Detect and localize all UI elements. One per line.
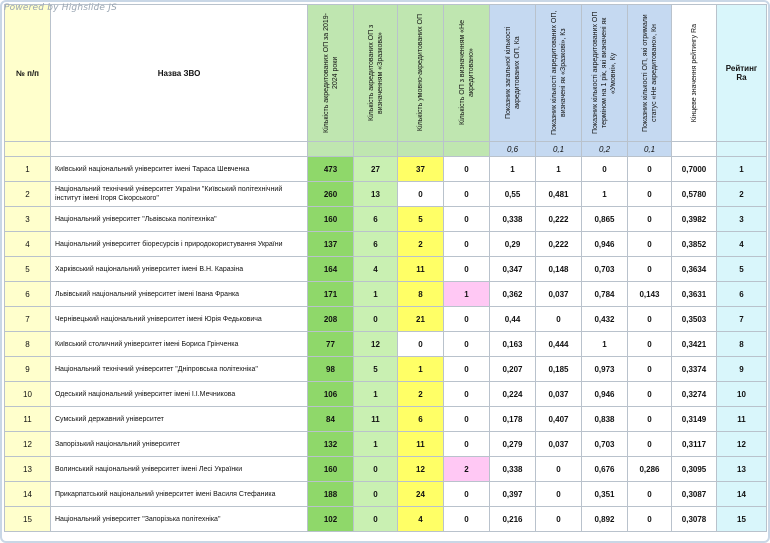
cell-name: Запорізький національний університет — [51, 432, 308, 457]
cell-ky: 0,973 — [582, 357, 628, 382]
cell-kn: 0,143 — [628, 282, 672, 307]
cell-name: Київський національний університет імені Тараса Шевченка — [51, 157, 308, 182]
cell-rank: 10 — [717, 382, 767, 407]
cell-kn: 0 — [628, 307, 672, 332]
cell-ka: 0,338 — [490, 457, 536, 482]
cell-rank: 8 — [717, 332, 767, 357]
cell-ka: 1 — [490, 157, 536, 182]
cell-exemplary: 13 — [354, 182, 398, 207]
header-kz: Показник кількості акредитованих ОП, визначені як «Зразкові», Кз — [536, 5, 582, 142]
header-kn: Показник кількості ОП, які отримали статус «Не акредитовано», Кн — [628, 5, 672, 142]
cell-name: Національний університет "Львівська політехніка" — [51, 207, 308, 232]
header-ky: Показник кількості акредитованих ОП терміном на 1 рік, які визначені як «Умовні», Ку — [582, 5, 628, 142]
cell-ra-value: 0,3503 — [672, 307, 717, 332]
cell-ra-value: 0,3421 — [672, 332, 717, 357]
cell-ka: 0,224 — [490, 382, 536, 407]
cell-name: Національний університет біоресурсів і природокористування України — [51, 232, 308, 257]
cell-conditional: 24 — [398, 482, 444, 507]
cell-exemplary: 1 — [354, 432, 398, 457]
cell-conditional: 8 — [398, 282, 444, 307]
cell-exemplary: 0 — [354, 307, 398, 332]
cell-ka: 0,338 — [490, 207, 536, 232]
cell-not-accredited: 0 — [444, 382, 490, 407]
cell-name: Національний технічний університет України "Київський політехнічний інститут імені Ігоря Сікорського" — [51, 182, 308, 207]
cell-conditional: 11 — [398, 257, 444, 282]
cell-ra-value: 0,3095 — [672, 457, 717, 482]
cell-kz: 0,037 — [536, 382, 582, 407]
cell-kz: 0,037 — [536, 432, 582, 457]
cell-programs-total: 102 — [308, 507, 354, 532]
cell-not-accredited: 1 — [444, 282, 490, 307]
table-row — [5, 157, 767, 182]
cell-programs-total: 260 — [308, 182, 354, 207]
table-row — [5, 232, 767, 257]
cell-programs-total: 473 — [308, 157, 354, 182]
table-row — [5, 282, 767, 307]
cell-exemplary: 0 — [354, 457, 398, 482]
weight-kz: 0,1 — [536, 142, 582, 157]
cell-ra-value: 0,3982 — [672, 207, 717, 232]
cell-conditional: 1 — [398, 357, 444, 382]
cell-name: Волинський національний університет імені Лесі Українки — [51, 457, 308, 482]
table-row — [5, 407, 767, 432]
cell-ka: 0,347 — [490, 257, 536, 282]
cell-kn: 0 — [628, 357, 672, 382]
cell-kn: 0 — [628, 382, 672, 407]
cell-name: Київський столичний університет імені Бориса Грінченка — [51, 332, 308, 357]
cell-ka: 0,279 — [490, 432, 536, 457]
cell-ra-value: 0,3631 — [672, 282, 717, 307]
cell-ky: 0,838 — [582, 407, 628, 432]
cell-rank: 1 — [717, 157, 767, 182]
cell-ra-value: 0,3274 — [672, 382, 717, 407]
cell-name: Національний технічний університет "Дніпровська політехніка" — [51, 357, 308, 382]
cell-not-accredited: 0 — [444, 407, 490, 432]
cell-ka: 0,29 — [490, 232, 536, 257]
cell-programs-total: 160 — [308, 457, 354, 482]
cell-ka: 0,178 — [490, 407, 536, 432]
cell-kz: 0,222 — [536, 207, 582, 232]
cell-exemplary: 1 — [354, 282, 398, 307]
cell-id: 4 — [5, 232, 51, 257]
cell-kn: 0 — [628, 507, 672, 532]
cell-ky: 0,676 — [582, 457, 628, 482]
cell-rank: 2 — [717, 182, 767, 207]
cell-rank: 15 — [717, 507, 767, 532]
cell-not-accredited: 0 — [444, 182, 490, 207]
cell-exemplary: 0 — [354, 507, 398, 532]
table-row — [5, 257, 767, 282]
cell-ka: 0,397 — [490, 482, 536, 507]
header-conditional: Кількість умовно-акредитованих ОП — [398, 5, 444, 142]
header-ra-value: Кінцеве значення рейтингу Ra — [672, 5, 717, 142]
cell-kz: 0 — [536, 307, 582, 332]
header-exemplary: Кількість акредитованих ОП з визначенням «Зразкова» — [354, 5, 398, 142]
cell-ky: 1 — [582, 182, 628, 207]
cell-ka: 0,163 — [490, 332, 536, 357]
cell-kz: 1 — [536, 157, 582, 182]
cell-not-accredited: 0 — [444, 357, 490, 382]
cell-rank: 4 — [717, 232, 767, 257]
weight-ky: 0,2 — [582, 142, 628, 157]
cell-conditional: 6 — [398, 407, 444, 432]
cell-kn: 0 — [628, 232, 672, 257]
cell-kn: 0 — [628, 182, 672, 207]
cell-id: 3 — [5, 207, 51, 232]
table-row — [5, 357, 767, 382]
cell-exemplary: 4 — [354, 257, 398, 282]
cell-ky: 0,351 — [582, 482, 628, 507]
cell-ka: 0,55 — [490, 182, 536, 207]
cell-ky: 0,703 — [582, 432, 628, 457]
cell-ka: 0,216 — [490, 507, 536, 532]
cell-id: 7 — [5, 307, 51, 332]
cell-ka: 0,44 — [490, 307, 536, 332]
cell-ky: 0,703 — [582, 257, 628, 282]
cell-name: Одеський національний університет імені І.І.Мечникова — [51, 382, 308, 407]
cell-ky: 0,892 — [582, 507, 628, 532]
cell-ra-value: 0,5780 — [672, 182, 717, 207]
cell-not-accredited: 0 — [444, 207, 490, 232]
cell-exemplary: 6 — [354, 232, 398, 257]
table-row — [5, 332, 767, 357]
cell-kz: 0,481 — [536, 182, 582, 207]
cell-exemplary: 12 — [354, 332, 398, 357]
cell-ky: 0,432 — [582, 307, 628, 332]
cell-exemplary: 11 — [354, 407, 398, 432]
table-row — [5, 507, 767, 532]
cell-ra-value: 0,3117 — [672, 432, 717, 457]
cell-kn: 0 — [628, 432, 672, 457]
cell-programs-total: 164 — [308, 257, 354, 282]
cell-kn: 0 — [628, 332, 672, 357]
cell-ra-value: 0,3852 — [672, 232, 717, 257]
cell-id: 13 — [5, 457, 51, 482]
cell-not-accredited: 0 — [444, 482, 490, 507]
cell-name: Чернівецький національний університет імені Юрія Федьковича — [51, 307, 308, 332]
cell-not-accredited: 0 — [444, 232, 490, 257]
cell-programs-total: 171 — [308, 282, 354, 307]
header-not-accredited: Кількість ОП з визначенням «Не акредитовано» — [444, 5, 490, 142]
cell-rank: 6 — [717, 282, 767, 307]
cell-id: 2 — [5, 182, 51, 207]
cell-exemplary: 1 — [354, 382, 398, 407]
table-row — [5, 207, 767, 232]
cell-ky: 0,865 — [582, 207, 628, 232]
cell-kn: 0,286 — [628, 457, 672, 482]
cell-id: 6 — [5, 282, 51, 307]
cell-conditional: 0 — [398, 332, 444, 357]
cell-ra-value: 0,3374 — [672, 357, 717, 382]
header-ka: Показник загальної кількості акредитованих ОП, Ка — [490, 5, 536, 142]
cell-id: 15 — [5, 507, 51, 532]
rating-table — [4, 4, 767, 532]
cell-programs-total: 132 — [308, 432, 354, 457]
cell-id: 8 — [5, 332, 51, 357]
cell-kn: 0 — [628, 207, 672, 232]
cell-conditional: 4 — [398, 507, 444, 532]
cell-ky: 0,784 — [582, 282, 628, 307]
weights-row — [5, 142, 767, 157]
table-body — [5, 157, 767, 532]
cell-name: Львівський національний університет імені Івана Франка — [51, 282, 308, 307]
cell-ra-value: 0,7000 — [672, 157, 717, 182]
cell-exemplary: 0 — [354, 482, 398, 507]
cell-id: 14 — [5, 482, 51, 507]
cell-id: 5 — [5, 257, 51, 282]
header-name: Назва ЗВО — [51, 5, 308, 142]
cell-id: 9 — [5, 357, 51, 382]
cell-ra-value: 0,3149 — [672, 407, 717, 432]
cell-rank: 9 — [717, 357, 767, 382]
cell-not-accredited: 0 — [444, 307, 490, 332]
cell-programs-total: 137 — [308, 232, 354, 257]
cell-conditional: 12 — [398, 457, 444, 482]
cell-name: Сумський державний університет — [51, 407, 308, 432]
cell-kz: 0 — [536, 482, 582, 507]
cell-kz: 0,185 — [536, 357, 582, 382]
table-row — [5, 307, 767, 332]
cell-ka: 0,207 — [490, 357, 536, 382]
cell-rank: 11 — [717, 407, 767, 432]
cell-name: Харківський національний університет імені В.Н. Каразіна — [51, 257, 308, 282]
cell-not-accredited: 0 — [444, 332, 490, 357]
table-row — [5, 457, 767, 482]
cell-name: Прикарпатський національний університет імені Василя Стефаника — [51, 482, 308, 507]
cell-exemplary: 27 — [354, 157, 398, 182]
cell-programs-total: 84 — [308, 407, 354, 432]
cell-conditional: 0 — [398, 182, 444, 207]
cell-kz: 0,444 — [536, 332, 582, 357]
cell-exemplary: 6 — [354, 207, 398, 232]
cell-name: Національний університет "Запорізька політехніка" — [51, 507, 308, 532]
cell-ky: 0 — [582, 157, 628, 182]
cell-not-accredited: 2 — [444, 457, 490, 482]
cell-rank: 14 — [717, 482, 767, 507]
weight-kn: 0,1 — [628, 142, 672, 157]
cell-conditional: 21 — [398, 307, 444, 332]
cell-programs-total: 77 — [308, 332, 354, 357]
header-row — [5, 5, 767, 142]
table-row — [5, 382, 767, 407]
cell-kz: 0,222 — [536, 232, 582, 257]
cell-rank: 7 — [717, 307, 767, 332]
cell-kz: 0,407 — [536, 407, 582, 432]
cell-ka: 0,362 — [490, 282, 536, 307]
cell-programs-total: 106 — [308, 382, 354, 407]
cell-programs-total: 208 — [308, 307, 354, 332]
cell-programs-total: 160 — [308, 207, 354, 232]
cell-not-accredited: 0 — [444, 432, 490, 457]
cell-ra-value: 0,3087 — [672, 482, 717, 507]
cell-not-accredited: 0 — [444, 157, 490, 182]
cell-kz: 0,148 — [536, 257, 582, 282]
header-id: № п/п — [5, 5, 51, 142]
table-row — [5, 182, 767, 207]
cell-rank: 13 — [717, 457, 767, 482]
cell-rank: 5 — [717, 257, 767, 282]
cell-kz: 0,037 — [536, 282, 582, 307]
cell-programs-total: 188 — [308, 482, 354, 507]
cell-ky: 0,946 — [582, 232, 628, 257]
weight-ka: 0,6 — [490, 142, 536, 157]
cell-conditional: 2 — [398, 232, 444, 257]
cell-id: 1 — [5, 157, 51, 182]
cell-kz: 0 — [536, 507, 582, 532]
cell-kz: 0 — [536, 457, 582, 482]
cell-conditional: 11 — [398, 432, 444, 457]
cell-ky: 1 — [582, 332, 628, 357]
cell-ra-value: 0,3634 — [672, 257, 717, 282]
cell-programs-total: 98 — [308, 357, 354, 382]
cell-conditional: 37 — [398, 157, 444, 182]
cell-exemplary: 5 — [354, 357, 398, 382]
header-rank: Рейтинг Ra — [717, 5, 767, 142]
cell-ky: 0,946 — [582, 382, 628, 407]
table-row — [5, 482, 767, 507]
cell-rank: 12 — [717, 432, 767, 457]
cell-rank: 3 — [717, 207, 767, 232]
cell-conditional: 5 — [398, 207, 444, 232]
highslide-watermark: Powered by Highslide JS — [4, 3, 117, 13]
cell-ra-value: 0,3078 — [672, 507, 717, 532]
cell-not-accredited: 0 — [444, 507, 490, 532]
cell-kn: 0 — [628, 157, 672, 182]
header-programs-total: Кількість акредитованих ОП за 2019-2024 роки — [308, 5, 354, 142]
cell-id: 12 — [5, 432, 51, 457]
cell-kn: 0 — [628, 257, 672, 282]
cell-not-accredited: 0 — [444, 257, 490, 282]
cell-kn: 0 — [628, 407, 672, 432]
cell-id: 10 — [5, 382, 51, 407]
table-row — [5, 432, 767, 457]
cell-conditional: 2 — [398, 382, 444, 407]
cell-id: 11 — [5, 407, 51, 432]
cell-kn: 0 — [628, 482, 672, 507]
